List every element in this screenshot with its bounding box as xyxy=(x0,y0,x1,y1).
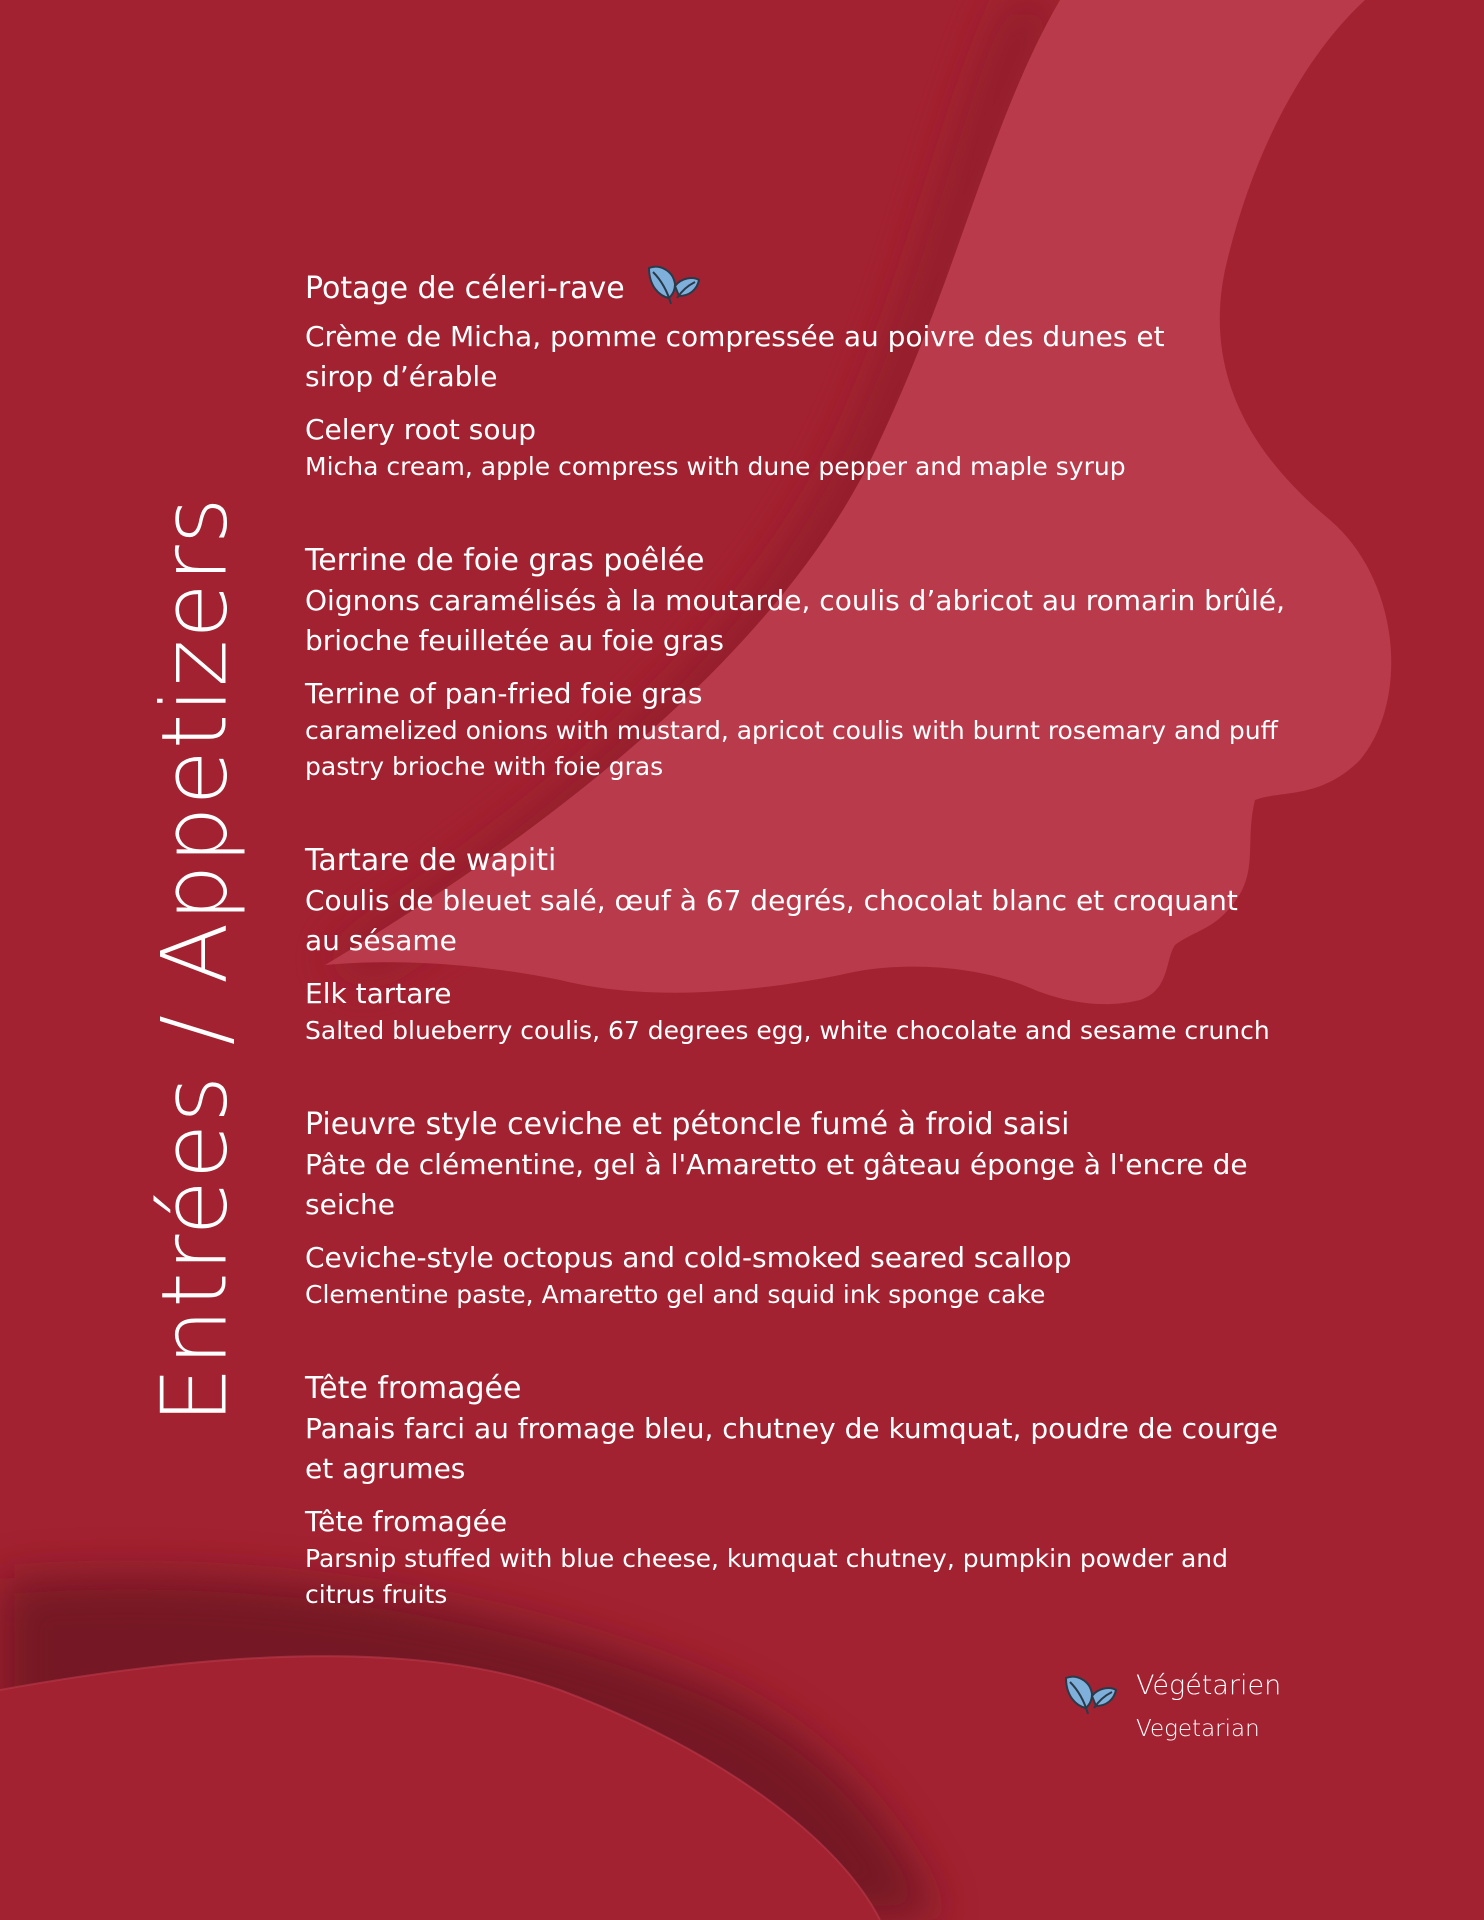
description-line: pastry brioche with foie gras xyxy=(305,752,664,781)
dish-description-fr xyxy=(305,581,1345,661)
dish-name-en: Celery root soup xyxy=(305,413,537,446)
dish-description-en xyxy=(305,1277,1345,1313)
dish-description-en xyxy=(305,449,1345,485)
menu-item xyxy=(305,541,1345,785)
description-line: brioche feuilletée au foie gras xyxy=(305,624,724,657)
dish-name-fr-text: Tartare de wapiti xyxy=(305,843,557,878)
menu-item xyxy=(305,1369,1345,1613)
dish-description-fr xyxy=(305,881,1345,961)
description-line: Micha cream, apple compress with dune pepper and maple syrup xyxy=(305,452,1126,481)
section-title: Entrées / Appetizers xyxy=(142,496,248,1424)
description-line: Salted blueberry coulis, 67 degrees egg, white chocolate and sesame crunch xyxy=(305,1016,1270,1045)
dish-name-fr-text: Pieuvre style ceviche et pétoncle fumé à froid saisi xyxy=(305,1107,1070,1142)
dish-name-fr xyxy=(305,541,1345,581)
leaf-icon xyxy=(1062,1672,1118,1720)
description-line: Crème de Micha, pomme compressée au poivre des dunes et xyxy=(305,320,1165,353)
description-line: Clementine paste, Amaretto gel and squid ink sponge cake xyxy=(305,1280,1046,1309)
description-line: seiche xyxy=(305,1188,395,1221)
description-line: et agrumes xyxy=(305,1452,466,1485)
menu-item xyxy=(305,841,1345,1049)
description-line: sirop d’érable xyxy=(305,360,498,393)
dish-description-fr xyxy=(305,1409,1345,1489)
dish-description-en xyxy=(305,1013,1345,1049)
description-line: caramelized onions with mustard, apricot coulis with burnt rosemary and puff xyxy=(305,716,1278,745)
dish-name-en: Ceviche-style octopus and cold-smoked seared scallop xyxy=(305,1241,1072,1274)
dish-name-fr xyxy=(305,1105,1345,1145)
leaf-icon xyxy=(645,262,701,317)
description-line: citrus fruits xyxy=(305,1580,448,1609)
description-line: au sésame xyxy=(305,924,457,957)
dish-name-en: Elk tartare xyxy=(305,977,452,1010)
dish-name-fr-text: Tête fromagée xyxy=(305,1371,522,1406)
description-line: Coulis de bleuet salé, œuf à 67 degrés, chocolat blanc et croquant xyxy=(305,884,1238,917)
dish-name-en: Tête fromagée xyxy=(305,1505,508,1538)
menu-list xyxy=(305,262,1345,1669)
description-line: Parsnip stuffed with blue cheese, kumquat chutney, pumpkin powder and xyxy=(305,1544,1229,1573)
description-line: Pâte de clémentine, gel à l'Amaretto et gâteau éponge à l'encre de xyxy=(305,1148,1248,1181)
dish-name-fr xyxy=(305,1369,1345,1409)
menu-item xyxy=(305,262,1345,485)
dish-name-fr xyxy=(305,841,1345,881)
dish-name-en: Terrine of pan-fried foie gras xyxy=(305,677,703,710)
description-line: Panais farci au fromage bleu, chutney de kumquat, poudre de courge xyxy=(305,1412,1278,1445)
dish-description-fr xyxy=(305,317,1345,397)
dish-name-fr xyxy=(305,262,1345,317)
menu-item xyxy=(305,1105,1345,1313)
legend-label-en: Vegetarian xyxy=(1136,1716,1260,1742)
dish-description-fr xyxy=(305,1145,1345,1225)
dish-name-fr-text: Terrine de foie gras poêlée xyxy=(305,543,705,578)
dish-description-en xyxy=(305,713,1345,785)
dish-description-en xyxy=(305,1541,1345,1613)
description-line: Oignons caramélisés à la moutarde, coulis d’abricot au romarin brûlé, xyxy=(305,584,1286,617)
legend-label-fr: Végétarien xyxy=(1136,1670,1282,1701)
dish-name-fr-text: Potage de céleri-rave xyxy=(305,271,625,306)
